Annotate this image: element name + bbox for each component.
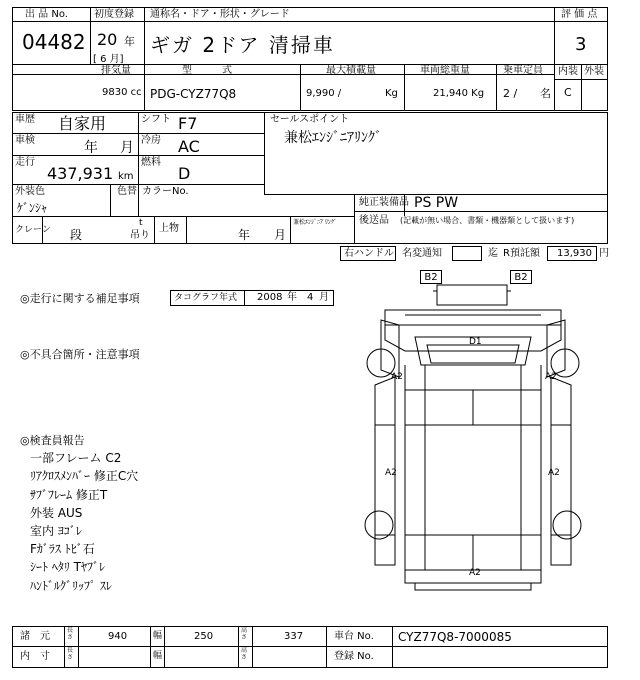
name-change-label: 名変通知	[402, 248, 442, 259]
upper-maker: 兼松ｴﾝｼﾞﾆｱ ﾘﾝｸﾞ	[293, 219, 337, 226]
truck-diagram	[345, 265, 605, 595]
max-load-label: 最大積載量	[326, 65, 376, 76]
history-value: 自家用	[58, 114, 107, 133]
color-code-label: カラーNo.	[142, 186, 189, 197]
reg-label: 登録 No.	[334, 651, 374, 662]
lot-number: 04482	[22, 30, 86, 54]
aircon-value: AC	[178, 137, 200, 156]
exterior-label: 外装	[584, 66, 604, 77]
report-line: ｼｰﾄ ﾍﾀﾘ Tﾔﾌﾞﾚ	[30, 560, 105, 574]
inner-label: 内 寸	[20, 651, 50, 662]
tacho-month-char: 月	[319, 292, 329, 303]
capacity-value: 2 /	[503, 87, 518, 100]
shift-label: シフト	[141, 114, 171, 125]
first-reg-label: 初度登録	[94, 9, 134, 20]
height-value: 337	[284, 631, 304, 642]
grade-label: 評 価 点	[561, 9, 598, 20]
docs-note: (記載が無い場合、書類・機器類として扱います)	[400, 216, 575, 225]
first-reg-year: 20	[97, 30, 118, 49]
inner-height-label: 高さ	[241, 647, 248, 661]
upper-month: 月	[274, 228, 287, 242]
defects-label: ◎不具合箇所・注意事項	[20, 348, 140, 361]
mark-a2-bottom: A2	[469, 568, 481, 578]
shift-value: F7	[178, 114, 198, 133]
deposit-value: 13,930	[557, 248, 592, 259]
mileage-unit: km	[118, 171, 134, 182]
report-line: ﾊﾝﾄﾞﾙｸﾞﾘｯﾌﾟ ｽﾚ	[30, 579, 112, 593]
mark-a2-left-front: A2	[391, 372, 403, 382]
mileage-value: 437,931	[47, 164, 114, 183]
interior-grade: C	[564, 86, 572, 99]
fuel-label: 燃料	[141, 157, 161, 168]
first-reg-month: [ 6 月]	[93, 54, 124, 65]
name-change-box	[452, 246, 482, 261]
report-line: Fｶﾞﾗｽ ﾄﾋﾞ石	[30, 542, 95, 556]
inspection-year: 年	[84, 140, 98, 156]
lot-label: 出 品 No.	[25, 9, 68, 20]
width-value: 250	[194, 631, 214, 642]
chassis-value: CYZ77Q8-7000085	[398, 630, 512, 644]
color-value: ｹﾞﾝｼｬ	[17, 201, 48, 215]
year-char: 年	[124, 35, 135, 48]
interior-label: 内装	[558, 66, 578, 77]
sales-point-label: セールスポイント	[270, 114, 350, 125]
report-line: ｻﾌﾞﾌﾚｰﾑ 修正T	[30, 488, 108, 502]
driving-notes-label: ◎走行に関する補足事項	[20, 292, 140, 305]
dims-label: 諸 元	[20, 631, 50, 642]
odometer-kind: R預託額	[503, 248, 540, 259]
aircon-label: 冷房	[141, 135, 161, 146]
gross-weight-label: 車両総重量	[420, 65, 470, 76]
model-value: PDG-CYZ77Q8	[150, 87, 237, 101]
crane-t: t	[139, 218, 143, 228]
crane-lift: 吊り	[130, 230, 150, 241]
report-line: 室内 ﾖｺﾞﾚ	[30, 524, 82, 538]
mark-a2-mid-right: A2	[548, 468, 560, 478]
inspection-label: 車検	[15, 135, 35, 146]
capacity-label: 乗車定員	[503, 65, 543, 76]
mark-b2-left: B2	[420, 270, 442, 284]
docs-label: 後送品	[359, 215, 389, 226]
inner-width-label: 幅	[153, 651, 163, 661]
deposit-unit: 円	[599, 248, 609, 259]
color-no-label: 色替	[117, 186, 137, 197]
mark-d1: D1	[469, 337, 482, 347]
inner-length-label: 長さ	[67, 647, 74, 661]
fuel-value: D	[178, 164, 191, 183]
upper-label: 上物	[159, 223, 179, 234]
mark-b2-right: B2	[510, 270, 532, 284]
upper-year: 年	[238, 228, 251, 242]
max-load-unit: Kg	[385, 88, 398, 99]
color-label: 外装色	[15, 186, 45, 197]
height-label: 高さ	[241, 627, 248, 641]
inspection-month: 月	[120, 140, 134, 156]
history-label: 車歴	[15, 114, 35, 125]
report-line: 外装 AUS	[30, 506, 83, 520]
crane-stage: 段	[70, 228, 83, 242]
equipment-value: PS PW	[414, 195, 459, 211]
footer-frame	[12, 626, 608, 668]
grade-value: 3	[575, 34, 587, 55]
model-label: 型 式	[182, 65, 232, 76]
gross-weight-value: 21,940 Kg	[433, 88, 485, 99]
displacement-label: 排気量	[101, 65, 131, 76]
width-label: 幅	[153, 631, 163, 641]
equipment-label: 純正装備品	[359, 197, 409, 208]
inspector-label: ◎検査員報告	[20, 434, 85, 447]
mark-a2-mid-left: A2	[385, 468, 397, 478]
length-label: 長さ	[67, 627, 74, 641]
odometer-label: 迄	[488, 248, 498, 259]
mileage-label: 走行	[15, 157, 35, 168]
report-line: ﾘｱｸﾛｽﾒﾝﾊﾞｰ 修正C穴	[30, 469, 139, 483]
tacho-year: 2008	[257, 292, 283, 303]
max-load-value: 9,990 /	[306, 88, 342, 99]
report-line: 一部フレーム C2	[30, 451, 122, 465]
length-value: 940	[108, 631, 128, 642]
tacho-year-char: 年	[287, 292, 297, 303]
sales-point-value: 兼松ｴﾝｼﾞﾆｱﾘﾝｸﾞ	[284, 130, 382, 146]
displacement-value: 9830 cc	[102, 87, 142, 98]
steering-value: 右ハンドル	[344, 248, 394, 259]
chassis-label: 車台 No.	[334, 631, 374, 642]
tacho-month: 4	[307, 292, 314, 303]
capacity-unit: 名	[540, 87, 551, 100]
tacho-label: タコグラフ年式	[174, 293, 238, 303]
mark-a2-right-front: A2	[545, 372, 557, 382]
crane-label: クレーン	[15, 225, 51, 235]
name-label: 通称名・ドア・形状・グレード	[150, 9, 290, 20]
vehicle-name: ギガ 2ドア 清掃車	[150, 33, 335, 57]
